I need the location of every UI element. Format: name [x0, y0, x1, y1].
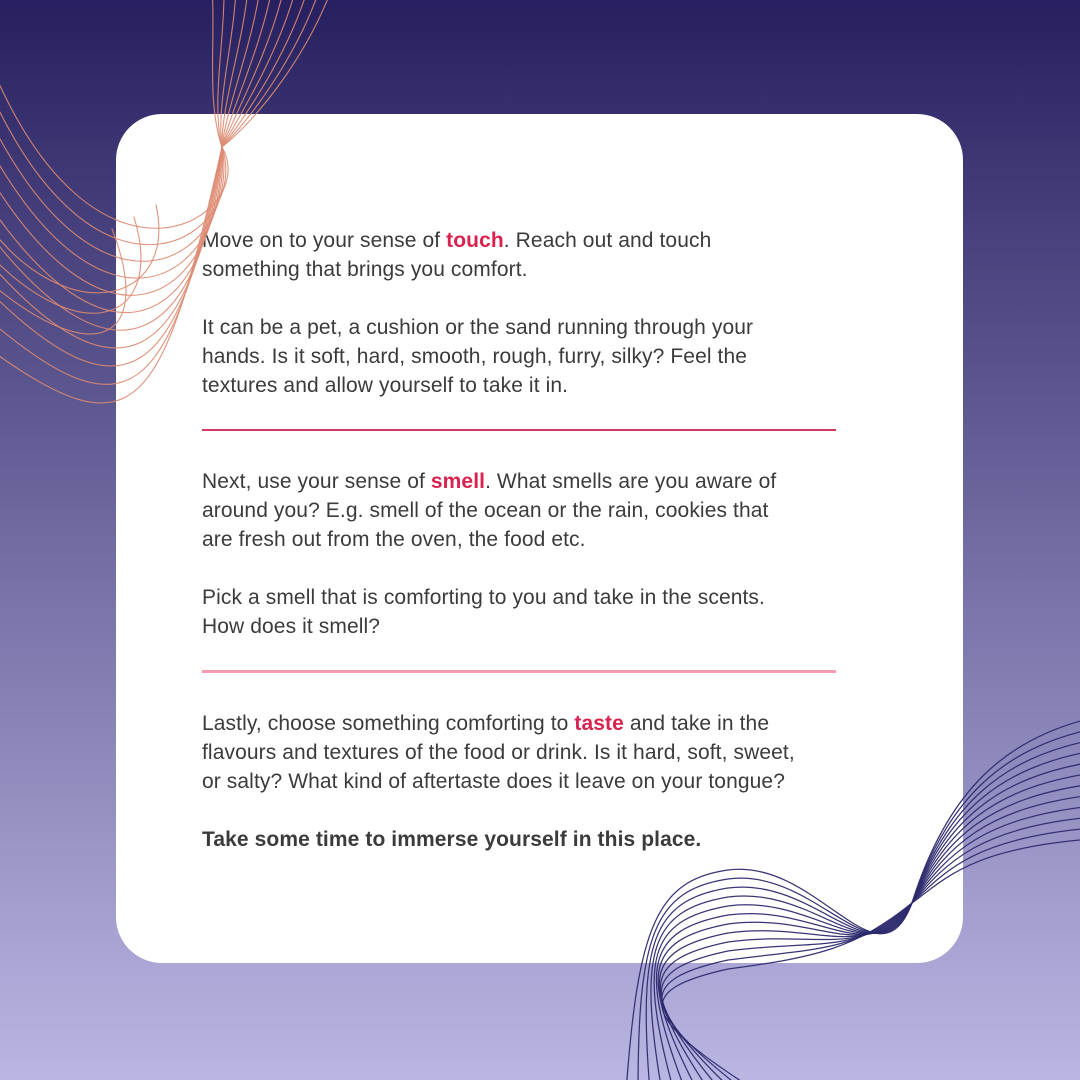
paragraph-touch-intro: Move on to your sense of touch. Reach out and touch something that brings you comfort. [202, 229, 712, 281]
paragraph-taste-intro: Lastly, choose something comforting to taste and take in the flavours and textures of the food or drink. Is it hard, soft, sweet, or salty? What kind of aftertaste does it leave on your tongue? [202, 712, 795, 793]
paragraph-touch-detail: It can be a pet, a cushion or the sand running through your hands. Is it soft, hard, smooth, rough, furry, silky? Feel the textures and allow yourself to take it in. [202, 316, 754, 397]
closing-statement: Take some time to immerse yourself in this place. [202, 828, 702, 851]
content-card [116, 114, 963, 963]
paragraph-smell-detail: Pick a smell that is comforting to you and take in the scents. How does it smell? [202, 586, 765, 638]
section-divider [202, 429, 836, 431]
paragraph-smell-intro: Next, use your sense of smell. What smells are you aware of around you? E.g. smell of the ocean or the rain, cookies that are fresh out from the oven, the food etc. [202, 470, 777, 551]
section-divider [202, 670, 836, 673]
